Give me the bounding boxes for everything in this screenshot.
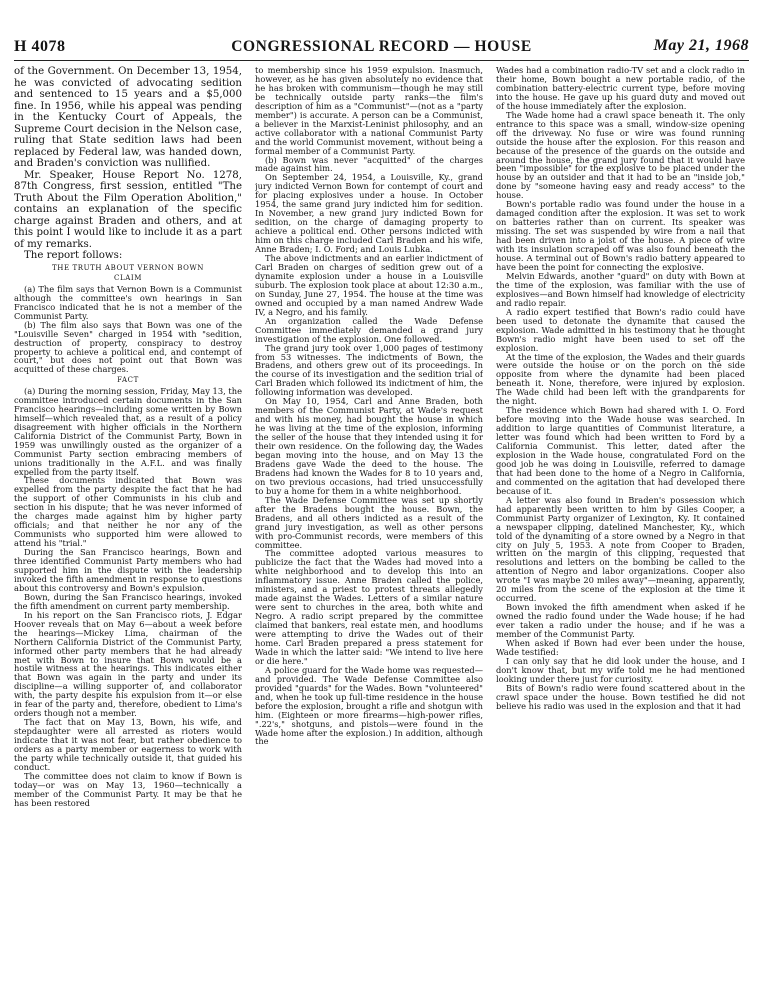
column-3 [496,66,745,982]
paragraph: The Wade Defense Committee was set up shortly after the Bradens bought the house. Bown, the Bradens, and all others indicted as a result of the grand jury investigation, as well as other persons with pro-Communist records, were members of this committee. [255,494,483,550]
paragraph: Bown's portable radio was found under the house in a damaged condition after the explosion. It was set to work on batteries rather than on current. Its speaker was missing. The set was suspended by wire from a nail that had been driven into a joist of the house. A piece of wire with its insulation scraped off was also found beneath the house. A terminal out of Bown's radio battery appeared to have been the point for connecting the explosive. [496,199,745,272]
paragraph: of the Government. On December 13, 1954, he was convicted of advocating sedition and sentenced to 15 years and a $5,000 fine. In 1956, while his appeal was pending in the Kentucky Court of Appeals, the Supreme Court decision in the Nelson case, ruling that State sedition laws had been replaced by Federal law, was handed down, and Braden's conviction was nullified. [14,66,242,170]
paragraph: During the San Francisco hearings, Bown and three identified Communist Party members who had supported him in the dispute with the leadership invoked the fifth amendment in response to questions about this controversy and Bown's expulsion. [14,547,242,593]
column-2 [255,66,483,982]
issue-date: May 21, 1968 [653,37,749,54]
paragraph: In his report on the San Francisco riots, J. Edgar Hoover reveals that on May 6—about a week before the hearings—Mickey Lima, chairman of the Northern California District of the Communist Party, informed other party members that he had already met with Bown to insure that Bown would be a hostile witness at the hearings. This indicates either that Bown was again in the party and under its discipline—a willing supporter of, and collaborator with, the party despite his expulsion from it—or else in fear of the party and, therefore, obedient to Lima's orders though not a member. [14,609,242,719]
publication-title: CONGRESSIONAL RECORD — HOUSE [231,38,532,55]
paragraph: A police guard for the Wade home was requested—and provided. The Wade Defense Committee also provided "guards" for the Wades. Bown "volunteered" and, when he took up full-time residence in the house before the explosion, brought a rifle and shotgun with him. (Eighteen or more firearms—high-power rifles, ".22's," shotguns, and pistols—were found in the Wade home after the explosion.) In addition, although the [255,664,483,747]
page-number: H 4078 [14,38,66,55]
paragraph: These documents indicated that Bown was expelled from the party despite the fact that he had the support of other Communists in his club and section in his dispute; that he was never informed of the charges made against him by higher party officials; and that neither he nor any of the Communists who supported him were allowed to attend his "trial." [14,475,242,549]
page-header [14,36,749,61]
paragraph: Melvin Edwards, another "guard" on duty with Bown at the time of the explosion, was familiar with the use of explosives—and Bown himself had knowledge of electricity and radio repair. [496,270,745,308]
column-1 [14,66,242,982]
fact-heading: FACT [117,376,139,385]
paragraph: (a) During the morning session, Friday, May 13, the committee introduced certain documents in the San Francisco hearings—including some written by Bown himself—which revealed that, as a result of a policy disagreement with higher officials in the Northern California District of the Communist Party, Bown in 1959 was unwillingly ousted as the organizer of a Communist Party section embracing members of unions traditionally in the A.F.L. and was finally expelled from the party itself. [14,385,242,477]
paragraph: The report follows: [24,250,123,262]
paragraph: Bown, during the San Francisco hearings, invoked the fifth amendment on current party membership. [14,591,242,611]
claim-heading: CLAIM [114,274,142,283]
paragraph: The committee does not claim to know if Bown is today—or was on May 13, 1960—technically a member of the Communist Party. It may be that he has been restored [14,770,242,808]
lead-text [14,66,242,262]
paragraph: When asked if Bown had ever been under the house, Wade testified: [496,638,745,657]
paragraph: A letter was also found in Braden's possession which had apparently been written to him by Giles Cooper, a Communist Party organizer of Lexington, Ky. It contained a newspaper clipping, datelined Manchester, Ky., which told of the dynamiting of a store owned by a Negro in that city on July 5, 1953. A note from Cooper to Braden, written on the margin of this clipping, requested that resolutions and letters on the bombing be called to the attention of Negro and labor organizations. Cooper also wrote "I was maybe 20 miles away"—meaning, apparently, 20 miles from the scene of the explosion at the time it occurred. [496,494,745,604]
paragraph: Bits of Bown's radio were found scattered about in the crawl space under the house. Bown testified he did not believe his radio was used in the explosion and that it had [496,682,745,711]
paragraph: On May 10, 1954, Carl and Anne Braden, both members of the Communist Party, at Wade's request and with his money, had bought the house in which he was living at the time of the explosion, informing the seller of the house that they intended using it for their own residence. On the following day, the Wades began moving into the house, and on May 13 the Bradens gave Wade the deed to the house. The Bradens had known the Wades for 8 to 10 years and, on two previous occasions, had tried unsuccessfully to buy a home for them in a white neighborhood. [255,396,483,496]
paragraph: to membership since his 1959 expulsion. Inasmuch, however, as he has given absolutely no evidence that he has broken with communism—though he may still be technically outside party ranks—the film's description of him as a "Communist"—(not as a "party member") is accurate. A person can be a Communist, a believer in the Marxist-Leninist philosophy, and an active collaborator with a national Communist Party and the world Communist movement, without being a formal member of a Communist Party. [255,66,483,156]
paragraph: The committee adopted various measures to publicize the fact that the Wades had moved into a white neighborhood and to develop this into an inflammatory issue. Anne Braden called the police, ministers, and a priest to protest threats allegedly made against the Wades. Letters of a similar nature were sent to churches in the area, both white and Negro. A radio script prepared by the committee claimed that bankers, real estate men, and hoodlums were attempting to drive the Wades out of their home. Carl Braden prepared a press statement for Wade in which the latter said: "We intend to live here or die here." [255,548,483,666]
paragraph: At the time of the explosion, the Wades and their guards were outside the house or on the porch on the side opposite from where the dynamite had been placed beneath it. None, therefore, were injured by explosion. The Wade child had been left with the grandparents for the night. [496,351,745,407]
paragraph: The fact that on May 13, Bown, his wife, and stepdaughter were all arrested as rioters would indicate that it was not fear, but rather obedience to orders as a party member or eagerness to work with the party while technically outside it, that guided his conduct. [14,717,242,772]
paragraph: Mr. Speaker, House Report No. 1278, 87th Congress, first session, entitled "The Truth About the Film Operation Abolition," contains an explanation of the specific charge against Braden and others, and at this point I would like to include it as a part of my remarks. [14,169,242,250]
paragraph: Bown invoked the fifth amendment when asked if he owned the radio found under the Wade house; if he had ever taken a radio under the house; and if he was a member of the Communist Party. [496,602,745,640]
report-title: THE TRUTH ABOUT VERNON BOWN [52,263,204,272]
paragraph: The residence which Bown had shared with I. O. Ford before moving into the Wade house was searched. In addition to large quantities of Communist literature, a letter was found which had been written to Ford by a California Communist. This letter, dated after the explosion in the Wade house, congratulated Ford on the good job he was doing in Louisville, referred to damage that had been done to the home of a Negro in California, and commented on the agitation that had developed there because of it. [496,405,745,496]
paragraph: Wades had a combination radio-TV set and a clock radio in their home, Bown bought a new portable radio, of the combination battery-electric current type, before moving into the house. He gave up his guard duty and moved out of the house immediately after the explosion. [496,66,745,111]
paragraph: (b) The film also says that Bown was one of the "Louisville Seven" charged in 1954 with "sedition, destruction of property, conspiracy to destroy property to achieve a political end, and contempt of court," but does not point out that Bown was acquitted of these charges. [14,319,242,375]
block-quote: I can only say that he did look under the house, and I don't know that, but my wife told me he had mentioned looking under there just for curiosity. [496,655,745,684]
paragraph: The Wade home had a crawl space beneath it. The only entrance to this space was a small, window-size opening off the driveway. No fuse or wire was found running outside the house after the explosion. For this reason and because of the presence of the guards on the outside and around the house, the grand jury found that it would have been "impossible" for the explosive to be placed under the house by an outsider and that it had to be an "inside job," done by "someone having easy and ready access" to the house. [496,109,745,201]
paragraph: The grand jury took over 1,000 pages of testimony from 53 witnesses. The indictments of Bown, the Bradens, and others grew out of its proceedings. In the course of its investigation and the sedition trial of Carl Braden which followed its indictment of him, the following information was developed. [255,342,483,398]
paragraph: The above indictments and an earlier indictment of Carl Braden on charges of sedition grew out of a dynamite explosion under a house in a Louisville suburb. The explosion took place at about 12:30 a.m., on Sunday, June 27, 1954. The house at the time was owned and occupied by a man named Andrew Wade IV, a Negro, and his family. [255,253,483,317]
paragraph: An organization called the Wade Defense Committee immediately demanded a grand jury investigation of the explosion. One followed. [255,315,483,344]
paragraph: (a) The film says that Vernon Bown is a Communist although the committee's own hearings in San Francisco indicated that he is not a member of the Communist Party. [14,283,242,321]
paragraph: On September 24, 1954, a Louisville, Ky., grand jury indicted Vernon Bown for contempt of court and for placing explosives under a house. In October 1954, the same grand jury indicted him for sedition. In November, a new grand jury indicted Bown for sedition, on the charge of damaging property to achieve a political end. Other persons indicted with him on this charge included Carl Braden and his wife, Anne Braden; I. O. Ford; and Louis Lubka. [255,172,483,255]
paragraph: (b) Bown was never "acquitted" of the charges made against him. [255,154,483,174]
paragraph: A radio expert testified that Bown's radio could have been used to detonate the dynamite that caused the explosion. Wade admitted in his testimony that he thought Bown's radio might have been used to set off the explosion. [496,306,745,353]
